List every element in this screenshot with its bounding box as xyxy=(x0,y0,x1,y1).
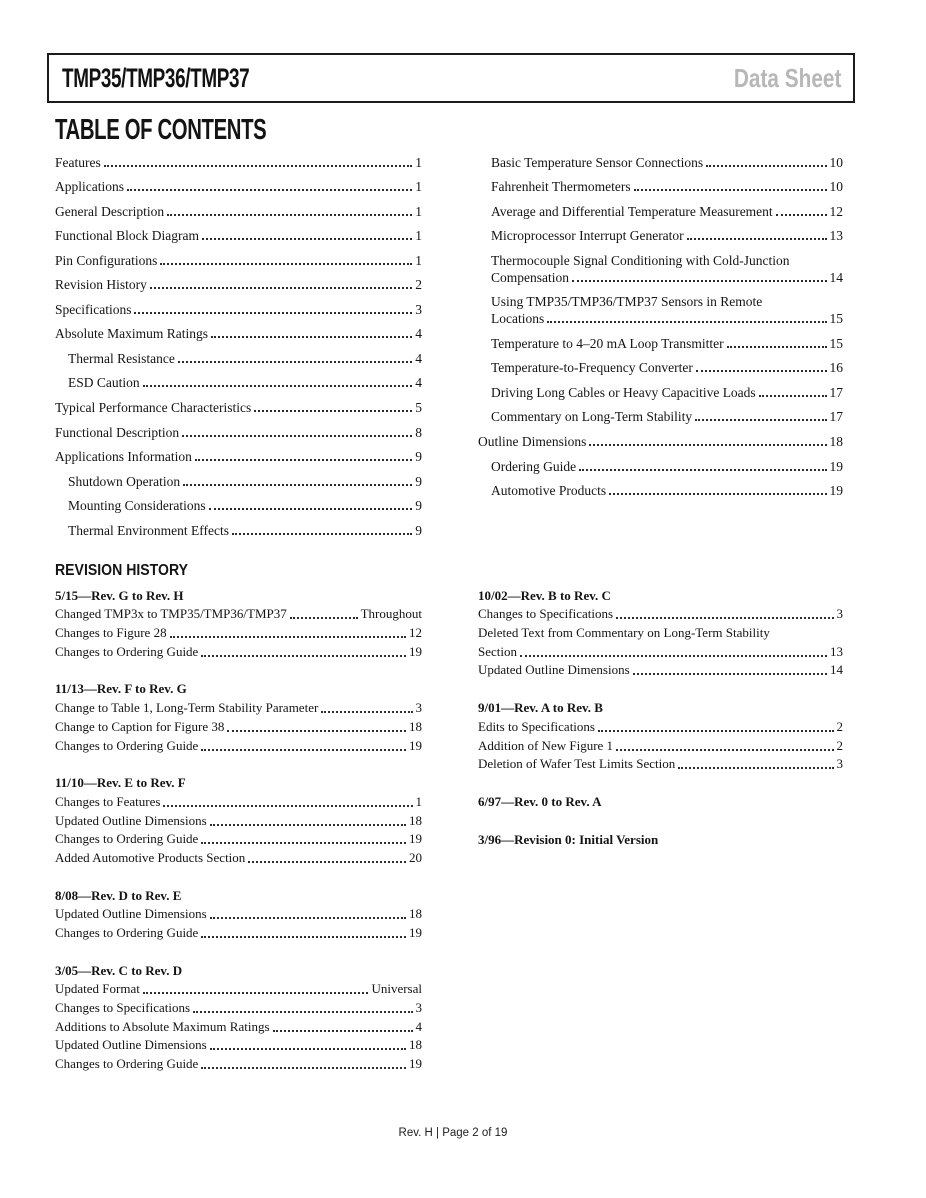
dot-leader xyxy=(209,508,413,510)
revision-group-title: 3/05—Rev. C to Rev. D xyxy=(55,962,183,978)
revision-item-page: 3 xyxy=(836,606,843,622)
toc-entry-page: 14 xyxy=(829,269,843,285)
toc-entry[interactable] xyxy=(55,195,422,220)
dot-leader xyxy=(598,730,834,732)
dot-leader xyxy=(609,493,826,495)
dot-leader xyxy=(589,444,826,446)
dot-leader xyxy=(547,321,826,323)
dot-leader xyxy=(127,189,412,191)
dot-leader xyxy=(579,469,826,471)
toc-entry[interactable] xyxy=(478,286,843,311)
dot-leader xyxy=(104,165,413,167)
toc-entry[interactable] xyxy=(478,376,843,401)
toc-entry-page: 15 xyxy=(829,311,843,327)
toc-entry-label: Applications xyxy=(55,179,124,195)
revision-item xyxy=(478,716,843,735)
toc-entry-page: 17 xyxy=(829,384,843,400)
toc-entry[interactable] xyxy=(478,352,843,377)
toc-entry-page: 1 xyxy=(415,154,422,170)
revision-group-title: 10/02—Rev. B to Rev. C xyxy=(478,587,611,603)
toc-entry-page: 16 xyxy=(829,360,843,376)
toc-entry-label: Functional Block Diagram xyxy=(55,228,199,244)
dot-leader xyxy=(210,824,406,826)
revision-item-page: 18 xyxy=(409,906,422,922)
toc-entry[interactable] xyxy=(55,465,422,490)
revision-item-label: Additions to Absolute Maximum Ratings xyxy=(55,1018,270,1034)
revision-item-page: 2 xyxy=(836,718,843,734)
revision-history-column-left xyxy=(55,585,422,1091)
revision-item xyxy=(55,829,422,848)
toc-column-left xyxy=(55,146,422,539)
dot-leader xyxy=(634,189,827,191)
revision-item-label: Added Automotive Products Section xyxy=(55,849,246,865)
revision-item xyxy=(478,660,843,679)
revision-item-label: Changed TMP3x to TMP35/TMP36/TMP37 xyxy=(55,606,287,622)
revision-item-label: Changes to Figure 28 xyxy=(55,625,167,641)
revision-item xyxy=(55,697,422,716)
revision-item-page: 18 xyxy=(409,1037,422,1053)
toc-entry[interactable] xyxy=(55,391,422,416)
toc-entry[interactable] xyxy=(55,416,422,441)
revision-item-label: Updated Outline Dimensions xyxy=(478,662,630,678)
toc-entry-label: Locations xyxy=(491,311,545,327)
revision-item xyxy=(478,735,843,754)
toc-entry-page: 1 xyxy=(415,179,422,195)
toc-entry[interactable] xyxy=(55,318,422,343)
revision-item-page: Throughout xyxy=(360,606,422,622)
revision-item xyxy=(55,904,422,923)
revision-group xyxy=(478,829,843,848)
revision-group xyxy=(55,679,422,754)
toc-entry[interactable] xyxy=(478,220,843,245)
toc-entry[interactable] xyxy=(478,327,843,352)
revision-group xyxy=(478,697,843,772)
toc-entry-label: Using TMP35/TMP36/TMP37 Sensors in Remote xyxy=(491,294,763,310)
revision-item-page: 19 xyxy=(409,1056,422,1072)
toc-entry-page: 3 xyxy=(415,301,422,317)
revision-item xyxy=(55,604,422,623)
revision-item-page: 19 xyxy=(409,737,422,753)
revision-item xyxy=(55,735,422,754)
toc-entry-label: Microprocessor Interrupt Generator xyxy=(491,228,684,244)
revision-item xyxy=(55,1035,422,1054)
toc-entry-page: 19 xyxy=(829,458,843,474)
revision-group-title: 11/13—Rev. F to Rev. G xyxy=(55,681,187,697)
dot-leader xyxy=(232,533,412,535)
toc-entry-label: General Description xyxy=(55,203,165,219)
toc-entry-page: 4 xyxy=(415,326,422,342)
dot-leader xyxy=(160,263,412,265)
toc-entry-page: 12 xyxy=(829,203,843,219)
toc-entry-label: Ordering Guide xyxy=(491,458,577,474)
revision-item-label: Changes to Ordering Guide xyxy=(55,925,199,940)
toc-entry-label: Thermal Resistance xyxy=(68,350,175,366)
revision-history-column-right xyxy=(478,585,843,867)
dot-leader xyxy=(572,280,827,282)
toc-entry[interactable] xyxy=(55,244,422,269)
revision-item xyxy=(55,810,422,829)
toc-entry-label: Fahrenheit Thermometers xyxy=(491,179,631,195)
page-footer: Rev. H | Page 2 of 19 xyxy=(398,1127,508,1139)
toc-entry[interactable] xyxy=(478,425,843,450)
revision-item-label: Edits to Specifications xyxy=(478,718,595,734)
toc-entry[interactable] xyxy=(478,310,843,327)
toc-entry-page: 15 xyxy=(829,335,843,351)
revision-item xyxy=(55,1053,422,1072)
toc-entry-page: 19 xyxy=(829,483,843,499)
toc-entry-page: 10 xyxy=(829,154,843,170)
revision-item-page: 18 xyxy=(409,812,422,828)
toc-entry[interactable] xyxy=(55,293,422,318)
toc-entry[interactable] xyxy=(55,441,422,466)
toc-entry-page: 2 xyxy=(415,277,422,293)
toc-entry-label: Shutdown Operation xyxy=(68,473,181,489)
dot-leader xyxy=(696,370,827,372)
toc-entry-page: 9 xyxy=(415,522,422,538)
toc-entry-label: Temperature-to-Frequency Converter xyxy=(491,360,693,376)
toc-heading: TABLE OF CONTENTS xyxy=(55,114,267,146)
revision-item-label: Deletion of Wafer Test Limits Section xyxy=(478,756,676,772)
toc-entry-page: 9 xyxy=(415,449,422,465)
toc-entry[interactable] xyxy=(55,146,422,171)
revision-group-title: 9/01—Rev. A to Rev. B xyxy=(478,700,603,716)
toc-entry-page: 17 xyxy=(829,409,843,425)
toc-entry[interactable] xyxy=(55,171,422,196)
revision-item xyxy=(55,997,422,1016)
revision-item-label: Changes to Ordering Guide xyxy=(55,1056,199,1072)
dot-leader xyxy=(290,617,358,619)
revision-item-label: Changes to Specifications xyxy=(478,606,614,622)
dot-leader xyxy=(695,419,826,421)
revision-item-label: Updated Outline Dimensions xyxy=(55,1037,207,1053)
dot-leader xyxy=(201,655,406,657)
revision-group-title: 3/96—Revision 0: Initial Version xyxy=(478,831,659,847)
revision-item-label: Updated Outline Dimensions xyxy=(55,906,207,922)
revision-item-label: Change to Table 1, Long-Term Stability Parameter xyxy=(55,700,319,716)
dot-leader xyxy=(193,1011,412,1013)
toc-entry-label: Typical Performance Characteristics xyxy=(55,400,252,416)
toc-entry-label: Pin Configurations xyxy=(55,252,158,268)
dot-leader xyxy=(183,484,412,486)
revision-item-page: 19 xyxy=(409,831,422,847)
toc-entry-label: Temperature to 4–20 mA Loop Transmitter xyxy=(491,335,724,351)
toc-entry-label: ESD Caution xyxy=(68,375,140,391)
toc-entry[interactable] xyxy=(55,342,422,367)
toc-entry-page: 13 xyxy=(829,228,843,244)
toc-entry-label: Thermal Environment Effects xyxy=(68,522,229,538)
toc-entry-page: 4 xyxy=(415,350,422,366)
toc-entry-label: Driving Long Cables or Heavy Capacitive Loads xyxy=(491,384,756,400)
toc-entry-page: 1 xyxy=(415,228,422,244)
toc-entry[interactable] xyxy=(478,171,843,196)
revision-item-label: Changes to Ordering Guide xyxy=(55,831,199,847)
revision-item xyxy=(478,754,843,773)
dot-leader xyxy=(178,361,412,363)
revision-item xyxy=(478,622,843,641)
toc-entry-label: Basic Temperature Sensor Connections xyxy=(491,154,704,170)
revision-item-page: Universal xyxy=(371,981,422,997)
toc-entry[interactable] xyxy=(55,367,422,392)
dot-leader xyxy=(254,410,412,412)
revision-group-title: 6/97—Rev. 0 to Rev. A xyxy=(478,793,602,809)
revision-item-page: 19 xyxy=(409,643,422,659)
revision-item-page: 3 xyxy=(415,1000,422,1016)
toc-entry-label: Commentary on Long-Term Stability xyxy=(491,409,693,425)
dot-leader xyxy=(170,636,406,638)
revision-history-heading: REVISION HISTORY xyxy=(55,562,189,579)
dot-leader xyxy=(195,459,412,461)
toc-entry[interactable] xyxy=(478,475,843,500)
toc-entry[interactable] xyxy=(478,269,843,286)
dot-leader xyxy=(201,842,406,844)
toc-entry-page: 4 xyxy=(415,375,422,391)
toc-entry-page: 1 xyxy=(415,203,422,219)
dot-leader xyxy=(616,617,833,619)
toc-entry[interactable] xyxy=(478,195,843,220)
revision-item xyxy=(55,716,422,735)
toc-entry[interactable] xyxy=(478,244,843,269)
toc-entry-label: Functional Description xyxy=(55,424,180,440)
revision-item-label: Section xyxy=(478,643,517,659)
dot-leader xyxy=(727,346,827,348)
dot-leader xyxy=(616,749,833,751)
toc-entry-label: Average and Differential Temperature Measurement xyxy=(491,203,773,219)
toc-column-right xyxy=(478,146,843,499)
dot-leader xyxy=(759,395,827,397)
dot-leader xyxy=(182,435,412,437)
dot-leader xyxy=(201,1067,406,1069)
revision-item-label: Updated Outline Dimensions xyxy=(55,812,207,828)
revision-item xyxy=(55,979,422,998)
toc-entry-label: Specifications xyxy=(55,301,132,317)
revision-item-page: 13 xyxy=(830,643,843,659)
toc-entry[interactable] xyxy=(55,220,422,245)
toc-entry-label: Mounting Considerations xyxy=(68,498,206,514)
dot-leader xyxy=(201,936,406,938)
dot-leader xyxy=(706,165,826,167)
toc-entry-page: 18 xyxy=(829,434,843,450)
revision-group xyxy=(55,585,422,660)
dot-leader xyxy=(167,214,412,216)
dot-leader xyxy=(143,992,369,994)
dot-leader xyxy=(678,767,833,769)
revision-item xyxy=(55,791,422,810)
dot-leader xyxy=(210,917,406,919)
revision-item-label: Updated Format xyxy=(55,981,140,997)
dot-leader xyxy=(210,1048,406,1050)
revision-item xyxy=(55,922,422,941)
dot-leader xyxy=(520,655,827,657)
dot-leader xyxy=(201,749,406,751)
dot-leader xyxy=(227,730,406,732)
revision-group xyxy=(478,585,843,678)
revision-item-page: 2 xyxy=(836,737,843,753)
revision-item xyxy=(55,1016,422,1035)
dot-leader xyxy=(633,673,827,675)
revision-item-page: 19 xyxy=(409,925,422,940)
revision-item-label: Changes to Features xyxy=(55,793,161,809)
toc-entry[interactable] xyxy=(478,450,843,475)
toc-entry-page: 10 xyxy=(829,179,843,195)
dot-leader xyxy=(273,1030,413,1032)
toc-entry-label: Compensation xyxy=(491,269,569,285)
revision-item-page: 18 xyxy=(409,718,422,734)
revision-group xyxy=(55,960,422,1072)
dot-leader xyxy=(211,336,412,338)
toc-entry-page: 8 xyxy=(415,424,422,440)
toc-entry[interactable] xyxy=(55,490,422,515)
toc-entry-label: Revision History xyxy=(55,277,147,293)
revision-item xyxy=(55,641,422,660)
revision-item xyxy=(55,622,422,641)
toc-entry-label: Absolute Maximum Ratings xyxy=(55,326,208,342)
dot-leader xyxy=(248,861,406,863)
revision-item xyxy=(55,847,422,866)
revision-item-page: 12 xyxy=(409,625,422,641)
revision-group-title: 8/08—Rev. D to Rev. E xyxy=(55,887,182,903)
dot-leader xyxy=(143,385,413,387)
toc-entry-label: Automotive Products xyxy=(491,483,607,499)
doc-type-label: Data Sheet xyxy=(733,62,841,93)
revision-item-label: Changes to Specifications xyxy=(55,1000,191,1016)
toc-entry-page: 5 xyxy=(415,400,422,416)
revision-group xyxy=(478,791,843,810)
dot-leader xyxy=(321,711,412,713)
toc-entry[interactable] xyxy=(55,269,422,294)
dot-leader xyxy=(150,287,412,289)
revision-item-label: Addition of New Figure 1 xyxy=(478,737,614,753)
revision-item-page: 3 xyxy=(415,700,422,716)
revision-item-label: Change to Caption for Figure 38 xyxy=(55,718,225,734)
toc-entry[interactable] xyxy=(478,401,843,426)
toc-entry-label: Outline Dimensions xyxy=(478,434,587,450)
revision-item-page: 3 xyxy=(836,756,843,772)
revision-item-page: 14 xyxy=(830,662,843,678)
revision-item-page: 1 xyxy=(415,793,422,809)
dot-leader xyxy=(776,214,827,216)
dot-leader xyxy=(134,312,412,314)
revision-group-title: 5/15—Rev. G to Rev. H xyxy=(55,587,184,603)
toc-entry-label: Applications Information xyxy=(55,449,192,465)
header xyxy=(47,53,855,103)
toc-entry-label: Thermocouple Signal Conditioning with Cold-Junction xyxy=(491,252,790,268)
dot-leader xyxy=(687,238,827,240)
toc-entry[interactable] xyxy=(55,514,422,539)
product-title: TMP35/TMP36/TMP37 xyxy=(62,62,250,93)
toc-entry-page: 1 xyxy=(415,252,422,268)
toc-entry-page: 9 xyxy=(415,498,422,514)
revision-item-label: Changes to Ordering Guide xyxy=(55,737,199,753)
dot-leader xyxy=(202,238,412,240)
revision-item xyxy=(478,604,843,623)
toc-entry-label: Features xyxy=(55,154,101,170)
revision-item xyxy=(478,641,843,660)
toc-entry-page: 9 xyxy=(415,473,422,489)
revision-item-page: 20 xyxy=(409,849,422,865)
revision-item-label: Deleted Text from Commentary on Long-Term Stability xyxy=(478,625,770,641)
revision-group xyxy=(55,773,422,866)
revision-group xyxy=(55,885,422,941)
revision-item-page: 4 xyxy=(415,1018,422,1034)
revision-item-label: Changes to Ordering Guide xyxy=(55,643,199,659)
dot-leader xyxy=(163,805,412,807)
toc-entry[interactable] xyxy=(478,146,843,171)
revision-group-title: 11/10—Rev. E to Rev. F xyxy=(55,775,186,791)
